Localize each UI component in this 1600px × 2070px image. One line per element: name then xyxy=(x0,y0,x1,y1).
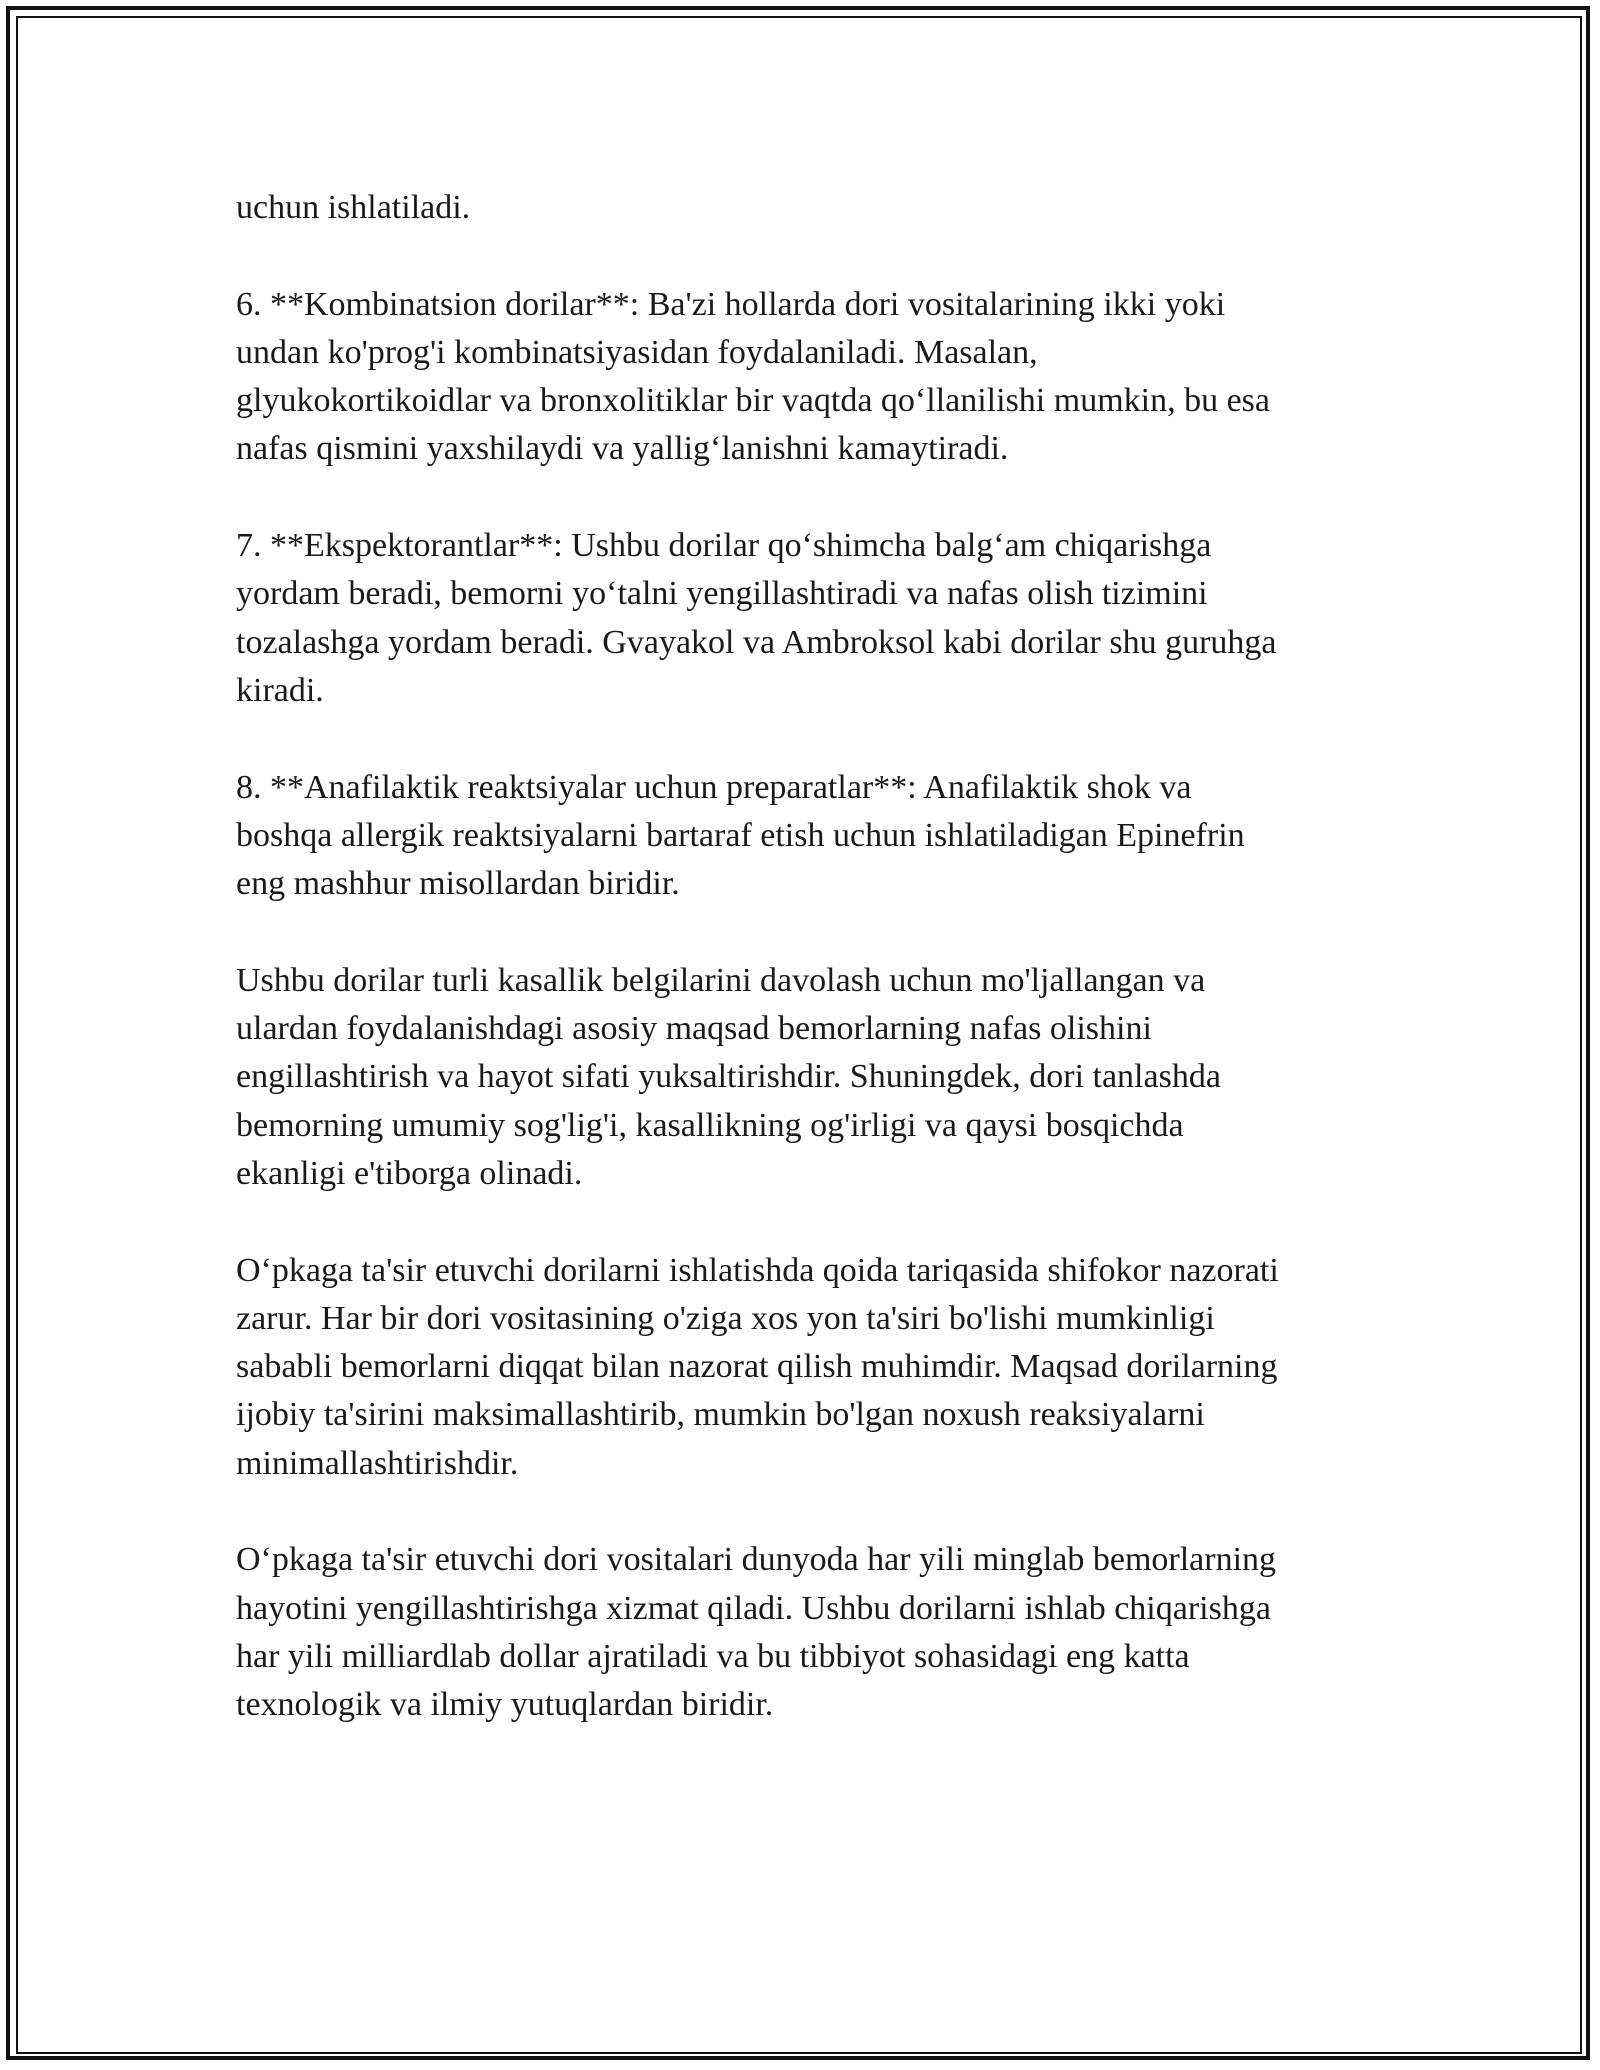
text-line: engillashtirish va hayot sifati yuksaltirishdir. Shuningdek, dori tanlashda xyxy=(236,1058,1221,1096)
paragraph-item-7-expectorants xyxy=(236,522,1376,715)
text-line: ekanligi e'tiborga olinadi. xyxy=(236,1154,583,1192)
text-line: bemorning umumiy sog'lig'i, kasallikning og'irligi va qaysi bosqichda xyxy=(236,1106,1184,1144)
text-line: hayotini yengillashtirishga xizmat qiladi. Ushbu dorilarni ishlab chiqarishga xyxy=(236,1589,1271,1627)
text-line: Ushbu dorilar turli kasallik belgilarini davolash uchun mo'ljallangan va xyxy=(236,961,1206,999)
text-line: 8. **Anafilaktik reaktsiyalar uchun preparatlar**: Anafilaktik shok va xyxy=(236,768,1192,806)
text-line: eng mashhur misollardan biridir. xyxy=(236,865,680,903)
text-line: sababli bemorlarni diqqat bilan nazorat qilish muhimdir. Maqsad dorilarning xyxy=(236,1348,1278,1386)
text-line: nafas qismini yaxshilaydi va yallig‘lanishni kamaytiradi. xyxy=(236,430,1009,468)
text-line: undan ko'prog'i kombinatsiyasidan foydalaniladi. Masalan, xyxy=(236,333,1038,371)
text-line: kiradi. xyxy=(236,671,324,709)
text-line: O‘pkaga ta'sir etuvchi dori vositalari dunyoda har yili minglab bemorlarning xyxy=(236,1541,1277,1579)
text-line: zarur. Har bir dori vositasining o'ziga xos yon ta'siri bo'lishi mumkinligi xyxy=(236,1299,1215,1337)
text-line: O‘pkaga ta'sir etuvchi dorilarni ishlatishda qoida tariqasida shifokor nazorati xyxy=(236,1251,1279,1289)
paragraph-medical-supervision xyxy=(236,1247,1376,1488)
text-line: glyukokortikoidlar va bronxolitiklar bir vaqtda qo‘llanilishi mumkin, bu esa xyxy=(236,382,1270,420)
text-line: har yili milliardlab dollar ajratiladi va bu tibbiyot sohasidagi eng katta xyxy=(236,1637,1190,1675)
text-line: tozalashga yordam beradi. Gvayakol va Ambroksol kabi dorilar shu guruhga xyxy=(236,623,1277,661)
document-body xyxy=(236,184,1376,1778)
text-line: ijobiy ta'sirini maksimallashtirib, mumkin bo'lgan noxush reaksiyalarni xyxy=(236,1396,1205,1434)
paragraph-summary-purpose xyxy=(236,957,1376,1198)
paragraph-global-impact xyxy=(236,1536,1376,1729)
text-line: ulardan foydalanishdagi asosiy maqsad bemorlarning nafas olishini xyxy=(236,1010,1152,1048)
text-line: yordam beradi, bemorni yo‘talni yengillashtiradi va nafas olish tizimini xyxy=(236,575,1208,613)
paragraph-item-6-combination-drugs xyxy=(236,281,1376,474)
text-line: 7. **Ekspektorantlar**: Ushbu dorilar qo‘shimcha balg‘am chiqarishga xyxy=(236,527,1212,565)
text-line: 6. **Kombinatsion dorilar**: Ba'zi hollarda dori vositalarining ikki yoki xyxy=(236,285,1226,323)
text-line: uchun ishlatiladi. xyxy=(236,189,471,226)
text-line: minimallashtirishdir. xyxy=(236,1444,519,1482)
paragraph-item-8-anaphylaxis-drugs xyxy=(236,764,1376,909)
paragraph-continuation xyxy=(236,184,1376,232)
text-line: boshqa allergik reaktsiyalarni bartaraf etish uchun ishlatiladigan Epinefrin xyxy=(236,816,1245,854)
text-line: texnologik va ilmiy yutuqlardan biridir. xyxy=(236,1686,774,1724)
